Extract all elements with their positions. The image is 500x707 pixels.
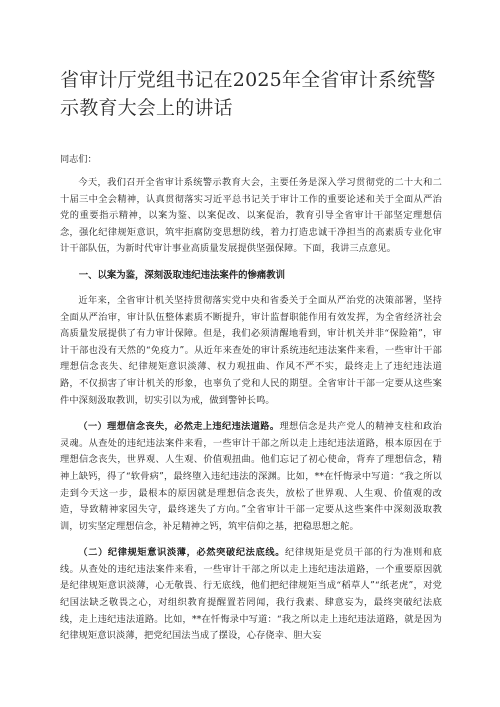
subsection-2-heading: （二）纪律规矩意识淡薄，必然突破纪法底线。 (78, 547, 286, 559)
subsection-2-text: 纪律规矩是党员干部的行为准则和底线。从查处的违纪违法案件来看，一些审计干部之所以走上违纪违法道路，一个重要原因就是纪律规矩意识淡薄，心无敬畏、行无底线，他们把纪律规矩当成“稻草人”“纸老虎”，对党纪国法缺乏敬畏之心，对组织教育提醒置若罔闻，我行我素、肆意妄为，最终突破纪法底线，走上违纪违法道路。比如，**在忏悔录中写道：“我之所以走上违纪违法道路，就是因为纪律规矩意识淡薄，把党纪国法当成了摆设，心存侥幸、胆大妄 (60, 547, 442, 642)
section-heading-1: 一、以案为鉴，深刻汲取违纪违法案件的惨痛教训 (78, 269, 286, 281)
subsection-1-heading: （一）理想信念丧失，必然走上违纪违法道路。 (78, 421, 280, 433)
document-title: 省审计厅党组书记在2025年全省审计系统警示教育大会上的讲话 (60, 69, 436, 119)
subsection-1-paragraph (60, 419, 442, 535)
greeting: 同志们： (60, 154, 97, 165)
subsection-2-paragraph (60, 545, 442, 645)
section-1-paragraph: 近年来，全省审计机关坚持贯彻落实党中央和省委关于全面从严治党的决策部署，坚持全面从严治审，审计队伍整体素质不断提升，审计监督职能作用有效发挥，为全省经济社会高质量发展提供了有力审计保障。但是，我们必须清醒地看到，审计机关并非“保险箱”，审计干部也没有天然的“免疫力”。从近年来查处的审计系统违纪违法案件来看，一些审计干部理想信念丧失、纪律规矩意识淡薄、权力观扭曲、作风不严不实，最终走上了违纪违法道路，不仅损害了审计机关的形象，也辜负了党和人民的期望。全省审计干部一定要从这些案件中深刻汲取教训，切实引以为戒，做到警钟长鸣。 (60, 294, 442, 406)
intro-paragraph: 今天，我们召开全省审计系统警示教育大会，主要任务是深入学习贯彻党的二十大和二十届三中全会精神，认真贯彻落实习近平总书记关于审计工作的重要论述和关于全面从严治党的重要指示精神，以案为鉴、以案促改、以案促治，教育引导全省审计干部坚定理想信念，强化纪律规矩意识，筑牢拒腐防变思想防线，着力打造忠诚干净担当的高素质专业化审计干部队伍，为新时代审计事业高质量发展提供坚强保障。下面，我讲三点意见。 (60, 177, 442, 255)
subsection-1-text: 理想信念是共产党人的精神支柱和政治灵魂。从查处的违纪违法案件来看，一些审计干部之所以走上违纪违法道路，根本原因在于理想信念丧失，世界观、人生观、价值观扭曲。他们忘记了初心使命，背弃了理想信念，精神上缺钙，得了“软骨病”，最终堕入违纪违法的深渊。比如，**在忏悔录中写道：“我之所以走到今天这一步，最根本的原因就是理想信念丧失，放松了世界观、人生观、价值观的改造，导致精神家园失守，最终迷失了方向。”全省审计干部一定要从这些案件中深刻汲取教训，切实坚定理想信念，补足精神之钙，筑牢信仰之基，把稳思想之舵。 (60, 421, 442, 532)
